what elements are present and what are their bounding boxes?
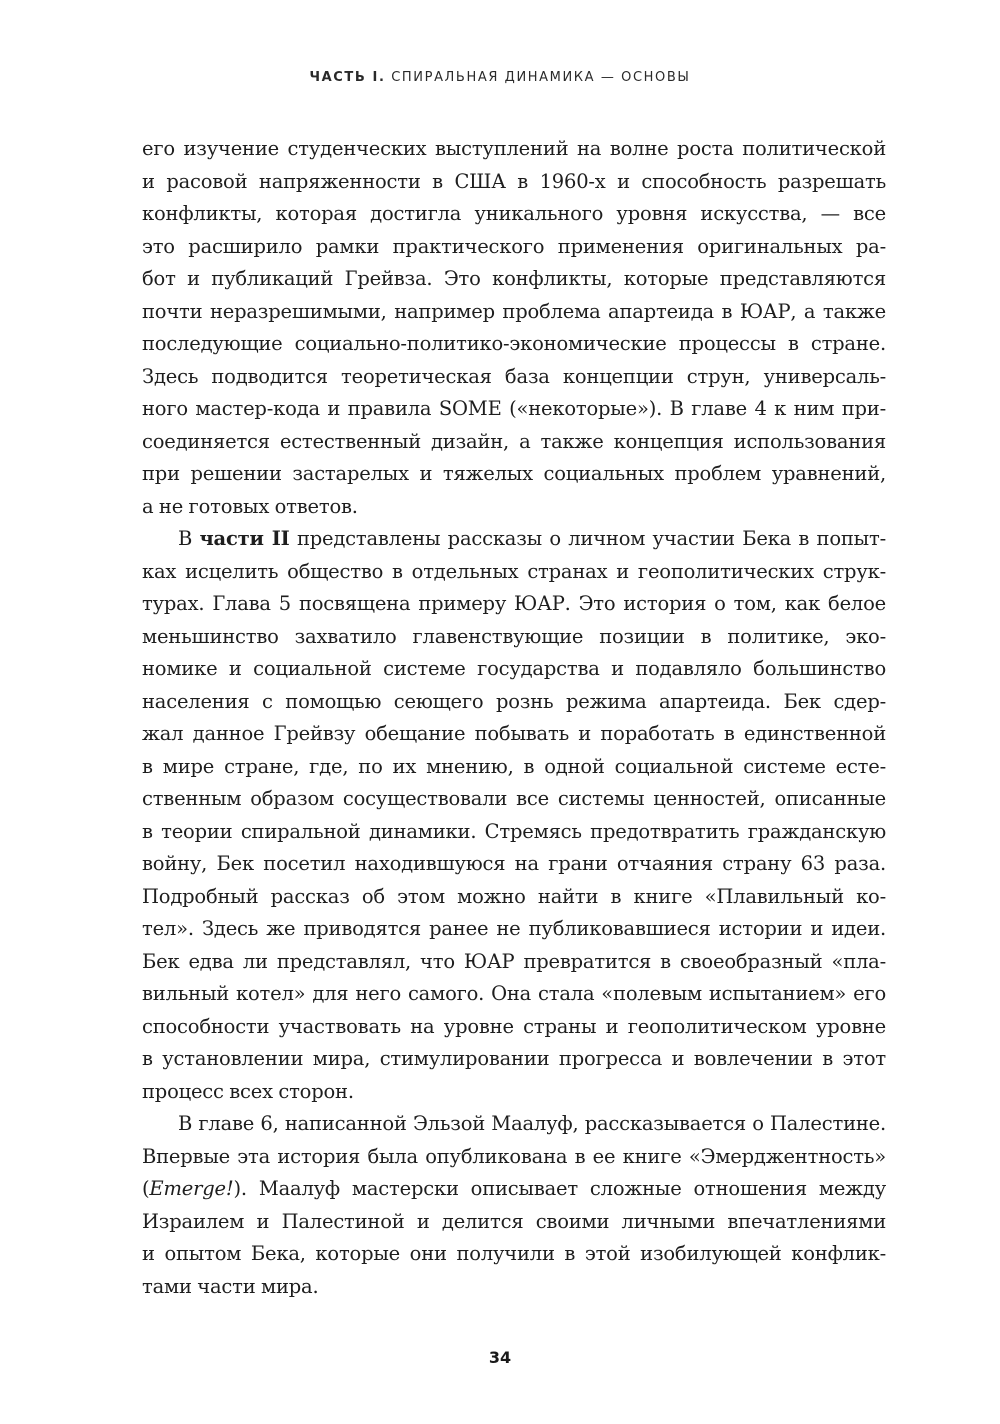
paragraph-2 [142, 523, 886, 1108]
text-line: это расширило рамки практического применения оригинальных ра- [142, 234, 886, 258]
text-line: ного мастер-кода и правила SOME («некоторые»). В главе 4 к ним при- [142, 397, 886, 420]
text-line: Впервые эта история была опубликована в ее книге «Эмерджентность» [142, 1144, 886, 1168]
line-rest: . Маалуф мастерски описывает сложные отношения между [240, 1177, 886, 1200]
text-line: конфликты, которая достигла уникального уровня искусства, — все [142, 202, 886, 225]
text-line: при решении застарелых и тяжелых социальных проблем уравнений, [142, 462, 886, 485]
text-line: а не готовых ответов. [142, 494, 358, 518]
paren-open: ( [142, 1177, 150, 1200]
lead-text: В [178, 527, 200, 550]
text-line: населения с помощью сеющего рознь режима апартеида. Бек сдер- [142, 689, 886, 713]
paragraph-1 [142, 133, 886, 523]
text-line: в мире стране, где, по их мнению, в одной социальной системе есте- [142, 754, 886, 778]
text-line: жал данное Грейвзу обещание побывать и поработать в единственной [142, 722, 886, 745]
text-line: меньшинство захватило главенствующие позиции в политике, эко- [142, 624, 886, 648]
book-title-emerge: Emerge! [149, 1177, 234, 1200]
text-line: тел». Здесь же приводятся ранее не публиковавшиеся истории и идеи. [142, 917, 886, 940]
text-line: ках исцелить общество в отдельных странах и геополитических струк- [142, 559, 886, 583]
text-line: Здесь подводится теоретическая база концепции струн, универсаль- [142, 364, 886, 388]
body-text [142, 133, 886, 1303]
paragraph-3 [142, 1108, 886, 1303]
text-line: турах. Глава 5 посвящена примеру ЮАР. Это история о том, как белое [142, 592, 886, 615]
text-line: способности участвовать на уровне страны и геополитическом уровне [142, 1014, 886, 1038]
text-line: последующие социально-политико-экономические процессы в стране. [142, 332, 886, 355]
text-line: В главе 6, написанной Эльзой Маалуф, рассказывается о Палестине. [178, 1112, 886, 1135]
text-line: войну, Бек посетил находившуюся на грани отчаяния страну 63 раза. [142, 852, 886, 875]
text-line: номике и социальной системе государства и подавляло большинство [142, 657, 886, 680]
running-head-part: ЧАСТЬ I. [309, 70, 386, 85]
text-line: бот и публикаций Грейвза. Это конфликты, которые представляются [142, 267, 886, 290]
text-line: тами части мира. [142, 1274, 319, 1298]
text-line: Бек едва ли представлял, что ЮАР превратится в своеобразный «пла- [142, 949, 886, 973]
text-line: в теории спиральной динамики. Стремясь предотвратить гражданскую [142, 819, 886, 843]
page-number: 34 [488, 1348, 512, 1367]
text-line: ственным образом сосуществовали все системы ценностей, описанные [142, 787, 886, 810]
text-line: соединяется естественный дизайн, а также концепция использования [142, 429, 886, 453]
text-line [142, 523, 886, 556]
running-head [0, 70, 1000, 85]
line-rest: представлены рассказы о личном участии Бека в попыт- [289, 527, 886, 550]
text-line: процесс всех сторон. [142, 1079, 354, 1103]
text-line: в установлении мира, стимулировании прогресса и вовлечении в этот [142, 1047, 886, 1070]
text-line [142, 1173, 886, 1206]
text-line: Израилем и Палестиной и делится своими личными впечатлениями [142, 1209, 886, 1233]
running-head-title: СПИРАЛЬНАЯ ДИНАМИКА — ОСНОВЫ [391, 70, 691, 85]
text-line: почти неразрешимыми, например проблема апартеида в ЮАР, а также [142, 299, 886, 323]
paren-close: ) [233, 1177, 241, 1200]
text-line: его изучение студенческих выступлений на волне роста политической [142, 137, 886, 160]
text-line: Подробный рассказ об этом можно найти в книге «Плавильный ко- [142, 884, 886, 908]
text-line: и опытом Бека, которые они получили в этой изобилующей конфлик- [142, 1242, 886, 1265]
text-line: и расовой напряженности в США в 1960-х и способность разрешать [142, 169, 886, 193]
text-line: вильный котел» для него самого. Она стала «полевым испытанием» его [142, 982, 886, 1005]
part-ii-emphasis: части II [199, 527, 290, 550]
